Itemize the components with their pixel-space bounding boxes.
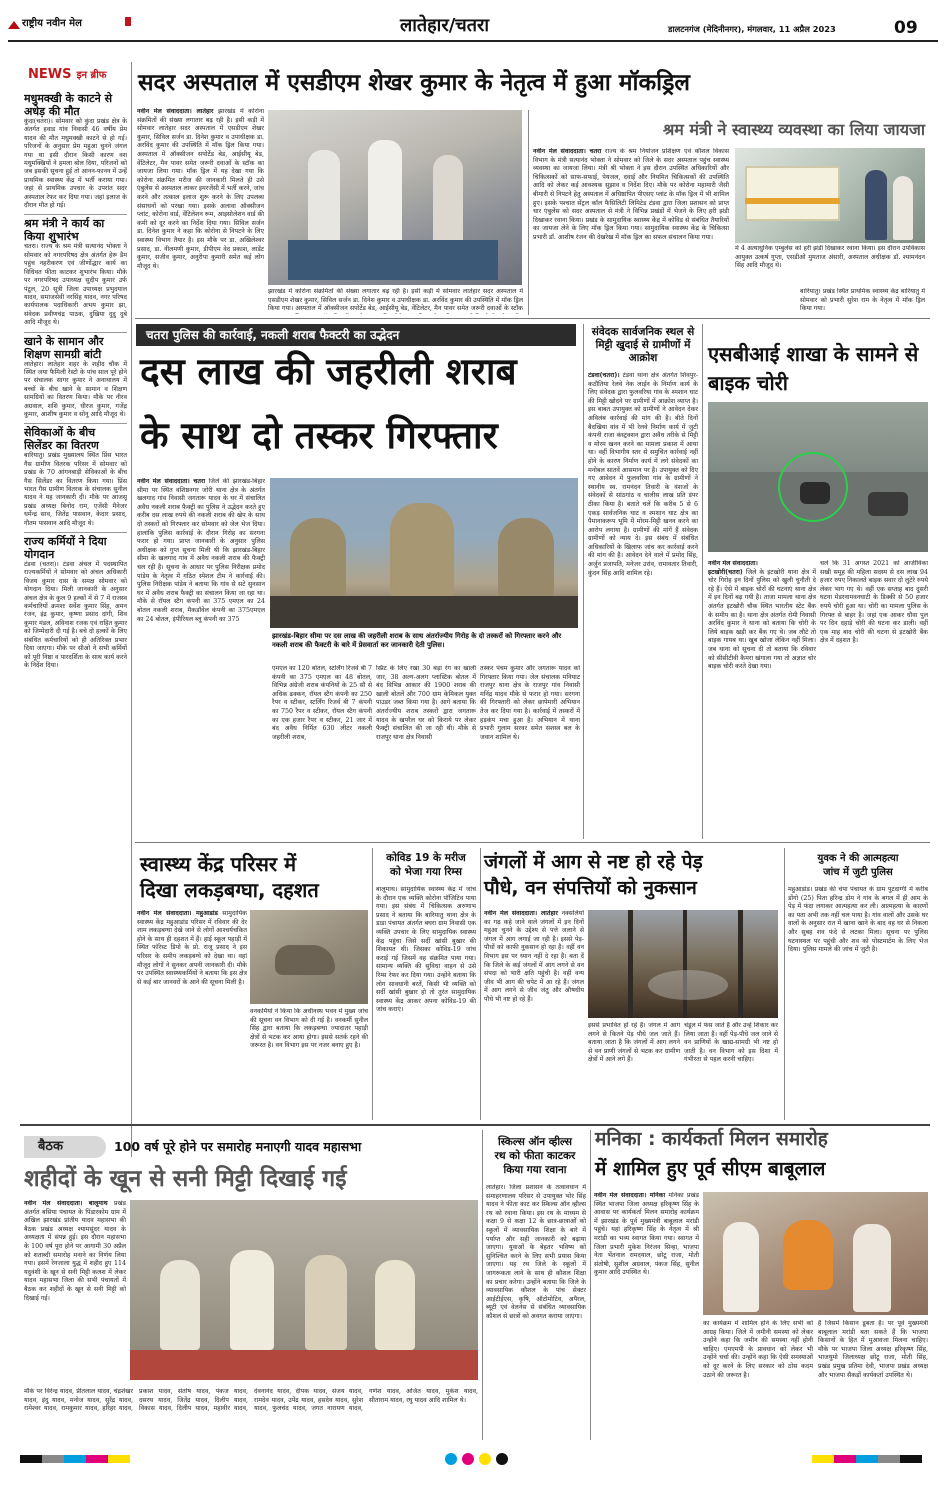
sbi-headline: एसबीआई शाखा के सामने से बाइक चोरी (708, 342, 919, 395)
divider (784, 848, 785, 1120)
covid-body (376, 886, 476, 1118)
top-story-divider (528, 110, 529, 315)
sidebar-column (24, 90, 127, 1155)
photo-figure (308, 150, 340, 250)
manika-body-2 (703, 1320, 813, 1436)
liquor-text-left: जिले की झारखंड-बिहार सीमा पर स्थित वशिष्ठनगर जोरी थाना क्षेत्र के अंतर्गत खलगाद गांव निवासी जगतारू यादव के घर में संचालित अवैध नकली शराब फैक्ट्री का पुलिस ने उद्भेदन करते हुए करीब दस लाख रुपये की नकली शराब की खेप के साथ दो तस्करों को गिरफ्तार कर सोमवार को जेल भेज दिया। हालांकि पुलिस कार्रवाई के दौरान गिरोह का सरगना फरार हो गया। प्राप्त जानकारी के अनुसार पुलिस अधीक्षक को गुप्त सूचना मिली थी कि झारखंड-बिहार सीमा के खलगाद गांव में अवैध नकली शराब की फैक्ट्री चल रही है। सूचना के आधार पर पुलिस निरीक्षक प्रमोद पांडेय के नेतृत्व में गठित स्पेशल टीम ने कार्रवाई की। पुलिस निरीक्षक पांडेय ने बताया कि गांव से सटे सुनसान घर में अवैध शराब फैक्ट्री का संचालन किया जा रहा था। मौके से रॉयल स्टैग कंपनी का 375 एमएल का 24 बोतल नकली शराब, मैकडॉवेल कंपनी का 375एमएल का 24 बोतल, इंपीरियल ब्लू कंपनी का 375 (137, 478, 265, 623)
manika-text: मनिका प्रखंड स्थित भाजपा जिला अध्यक्ष हरिकृष्ण सिंह के आवास पर कार्यकर्ता मिलन समारोह कार्यक्रम में झारखंड के पूर्व मुख्यमंत्री बाबूलाल मरांडी पहुंचे। यहां हरिकृष्ण सिंह के नेतृत्व में श्री मरांडी का भव्य स्वागत किया गया। स्वागत में जिला प्रभारी मुकेश निरंजन सिन्हा, भाजपा नेता भेंतनाल रामदयाल, छोटू राजा, मोती संतोषी, सुशील अग्रवाल, पंकज सिंह, सुनील कुमार आदि उपस्थित थे। (594, 1192, 699, 1277)
liquor-text-col-3: तस्कर पंचम कुमार और जगतारू यादव को गिरफ्तार किया गया। जेल संचालक मनियाट राजपुर थाना क्षेत्र के राजपुर गांव निवासी मनिंद्र यादव मौके से फरार हो गया। सरगना की गिरफ्तारी को लेकर छापेमारी अभियान तेज कर दिया गया है। कार्रवाई में तस्करों में हड़कंप मचा हुआ है। अभियान में थाना प्रभारी गुलाम सरवर समेत सशस्त्र बल के जवान शामिल थे। (480, 665, 580, 741)
photo-figure (305, 1255, 347, 1350)
top-story-body (137, 108, 264, 313)
brief-item (24, 332, 127, 420)
photo-figure (290, 518, 346, 598)
hyena-shape (275, 945, 335, 975)
liquor-kicker-bar (136, 324, 576, 346)
labour-minister-body (533, 148, 729, 266)
photo-garland (783, 1220, 833, 1290)
brief-body: कुंदा(चतरा)। सोमवार को कुंदा प्रखंड क्षेत्र के अंतर्गत हवाड गांव निवासी 46 वर्षीय प्रेम यादव की मौत मधुमक्खी काटने से हो गई। परिजनों के अनुसार प्रेम महुआ चुनने जंगल गया था इसी दौरान किसी कारण वश मधुमक्खियों ने हमला बोल दिया, परिजनों को जब इसकी सूचना हुई तो आनन-फानन में उन्हें प्राथमिक स्वास्थ्य केंद्र में भर्ती कराया गया। जहां से प्राथमिक उपचार के उपरांत सदर अस्पताल रेफर कर दिया गया। जहां इलाज के दौरान मौत हो गई। (24, 118, 127, 210)
manika-headline-2: में शामिल हुए पूर्व सीएम बाबूलाल (595, 1158, 826, 1180)
skills-body-1 (486, 1184, 586, 1434)
liquor-headline-1: दस लाख की जहरीली शराब (140, 350, 517, 393)
forest-body (484, 910, 584, 1118)
liquor-headline-2: के साथ दो तस्कर गिरफ्तार (140, 414, 498, 457)
brief-headline: राज्य कर्मियों ने दिया योगदान (24, 532, 127, 561)
photo-figure (390, 503, 454, 598)
liquor-body-col-3 (480, 665, 580, 835)
photo-figure (498, 518, 554, 598)
divider (590, 1130, 591, 1440)
forest-byline: नवीन मेल संवाददाता। लातेहार (484, 910, 558, 917)
skills-headline-2: रथ को फीता काटकर (494, 1150, 576, 1162)
photo-figure (853, 1224, 891, 1312)
suicide-text: महुआडांड। प्रखंड की चंपा पंचायत के ग्राम पुटदाग्गी में करीब डोंगो (25) पिता हरिन्द्र डोम ने गांव के बगल में ही आम के पेड़ में फंदा लगाकर आत्महत्या कर ली। आत्महत्या के कारणों का पता अभी तक नहीं चल पाया है। गांव वालों और उसके घर वालों के अनुसार रात में खाना खाने के बाद वह घर से निकला और सुबह शव फंदे से लटका मिला। सूचना पर पुलिस घटनास्थल पर पहुंची और शव को पोस्टमार्टम के लिए भेज दिया। पुलिस मामले की जांच में जुटी है। (788, 886, 928, 954)
bariatu-mockdrill-text: बारियातु। प्रखंड स्थित प्राथमिक स्वास्थ्य केंद्र बारियातु में सोमवार को प्रभारी सुरेश राम के नेतृत्व में मॉक ड्रिल किया गया। (800, 288, 925, 313)
forest-fire-photo (588, 910, 778, 1018)
forest-body-3 (684, 1022, 778, 1118)
liquor-body-left (137, 478, 265, 836)
liquor-body-col-1 (272, 665, 372, 835)
manika-rally-photo (703, 1192, 928, 1315)
registration-dot (462, 1453, 474, 1465)
sbi-place: इटखोरी(चतरा) (708, 568, 743, 576)
tandwa-text: टंडवा थाना क्षेत्र अंतर्गत शिवपुर-कठौतिया रेलवे नेक लाईन के निर्माण कार्य के लिए संवेदक द्वारा फुलवरिया गांव के श्मशान घाट की मिट्टी खोदने पर ग्रामीणों में आक्रोश व्याप्त है। इस बाबत उपायुक्त को ग्रामीणों ने आवेदन देकर अविलंब कार्रवाई की मांग की है। बीते दिनों बैदखिया वांव में भी रेलवे निर्माण कार्य में जुटी कंपनी राजा कंस्ट्रक्शन द्वारा अवैध तरीके से मिट्टी व मोरम खनन करने का मामला प्रकाश में आया था। वहीं विभागीय स्तर से समुचित कार्रवाई नहीं होने के कारण निर्माण कार्य में लगे संवेदकों का मनोबल सातवें आसमान पर है। उपायुक्त को दिए गए आवेदन में फुलवरिया गांव के ग्रामीणों ने स्थानीय स्व. रामनंदन तिवारी के वंशजों के संवेदकों से सांठगांठ व चालीस लाख प्रति डंपर ठीका किया है। बताते चलें कि करीब 5 से 6 एकड़ सार्वजनिक घाट व श्मशान घाट क्षेत्र का पैमानाकरूप भूमि में मोरम-मिट्टी खनन करने का आरोप लगाया है। ग्रामीणों की मांगें हैं संवेदक ग्रामीणों को न्याय दे। इस संबंध में संबंधित अधिकारियों के खिलाफ जांच कर कार्रवाई करने की मांग की है। आवेदन देने वाले में प्रमोद सिंह, अर्जुन प्रजापति, मनेजर उरांव, रामावतार तिवारी, कुंदन सिंह आदि शामिल रहे। (588, 372, 698, 577)
photo-figure (893, 176, 913, 240)
mahasabha-body (24, 1200, 126, 1385)
skills-headline-1: स्किल्स ऑन व्हील्स (498, 1136, 572, 1148)
photo-chairs (130, 1350, 478, 1380)
manika-text-2: का कार्यक्रम में शामिल होने के लिए सभी को आग्रह किया। जिले में जमीनी समस्या को लेकर उन्होंने कहा कि जमीन की समस्या नहीं होनी चाहिए। एमएमपी के प्रावधान को लेकर भी उन्होंने चर्चा की। उन्होंने कहा कि ऐसी समस्याओं को दूर करने के लिए सरकार को ठोस कदम उठाने की जरूरत है। (703, 1320, 813, 1379)
brief-body: चतरा। राज्य के श्रम मंत्री सत्यानंद भोक्ता ने सोमवार को नगरपरिषद क्षेत्र अंतर्गत हेरू डैम पहुंच नहरीकरण एवं जीर्णोद्धार कार्य का विधिवत फीता काटकर शुभारंभ किया। मौके पर नगरपरिषद उपाध्यक्ष सुदीप कुमार उर्फ पंटूल, 20 सूत्री जिला उपाध्यक्ष प्रभुदयाल यादव, समाजसेवी नरसिंह यादव, नगर परिषद कार्यपालक पदाधिकारी अभय कुमार झा, संवेदक प्रवीणचंद्र पाठक, दुखिया दुदु दुबे आदि मौजूद थे। (24, 243, 127, 327)
mahasabha-names (24, 1388, 478, 1436)
top-story-byline: नवीन मेल संवाददाता। लातेहार (137, 108, 214, 115)
top-story-text-cont: झारखंड में कोरोना संक्रमितों की संख्या लगातार बढ़ रही है। इसी कड़ी में सोमवार लातेहार सदर अस्पताल में एसडीएम शेखर कुमार, सिविल सर्जन डा. दिनेश कुमार व उपाधीक्षक डा. अरविंद कुमार की उपस्थिति में मॉक ड्रिल किया गया। अस्पताल में ऑक्सीजन सपोर्टेड बेड, आईसीयू बेड, वेंटिलेटर, मैन पावर समेत जरूरी दवाओं के स्टॉक (268, 288, 523, 313)
masthead-rule (8, 40, 938, 42)
divider (135, 318, 930, 319)
dateline: डालटनगंज (मेदिनीनगर), मंगलवार, 11 अप्रैल 2023 (668, 24, 836, 34)
photo-figure (375, 1260, 415, 1350)
liquor-text-col-2: स्प्रिट के लिए रखा 30 बड़ा रंग का खाली जार, 38 अल्ग-अलग प्लास्टिक बोतल में बंद विभिन्न आकार की 1900 शराब की खाली बोतलें और 700 ग्राम केमिकल युक्त पाउडर जब्त किया गया है। आगे बताया कि अंतर्राज्यीय शराब तस्करों द्वारा जगतारू यादव के खपरैल घर को किराये पर लेकर फैक्ट्री संचालित की जा रही थी। मौके से राजपुर थाना क्षेत्र निवासी (376, 665, 476, 741)
divider (480, 848, 481, 1120)
mahasabha-text: प्रखंड अंतर्गत बसिया पंचायत के पिंडारकोम ग्राम में अखिल झारखंड प्रांतीय यादव महासभा की बैठक प्रखंड अध्यक्ष श्यामसुंदर यादव के अध्यक्षता में संपन्न हुई। इस दौरान महासभा के 100 वर्ष पूरा होने पर आगामी 30 अप्रैल को शताब्दी समारोह मनाने का निर्णय लिया गया। इसमें रेनजाला युद्ध में शहीद हुए 114 यदुवंशी के खून से सनी मिट्टी कलश में लेकर यादव महासभा जिला की सभी पंचायतों में बैठक कर शहीदों के खून से सनी मिट्टी को दिखाई गई। (24, 1200, 126, 1302)
tree-trunk (738, 910, 743, 1018)
brief-label: इन ब्रीफ (76, 70, 107, 81)
divider (702, 324, 703, 839)
registration-dot (479, 1453, 491, 1465)
covid-text: बालूमाथ। सामुदायिक स्वास्थ्य केंद्र में जांच के दौरान एक व्यक्ति कोरोना पॉजिटिव पाया गया। इस संबंध में चिकित्सक अरुणाभ प्रसाद ने बताया कि बारियातु थाना क्षेत्र के डाडा पंचायत अंतर्गत बघरा ग्राम निवासी एक व्यक्ति उपचार के लिए सामुदायिक स्वास्थ्य केंद्र पहुंचा जिसे सर्दी खांसी बुखार की शिकायत थी। जिसका कोविड-19 जांच कराई गई जिसमें वह संक्रमित पाया गया। सामान्य व्यक्ति की सुविधा वाहन से उसे रिम्स रेफर कर दिया गया। उन्होंने बताया कि लोग सावधानी बरतें, किसी भी व्यक्ति को सर्दी खांसी बुखार हो तो तुरंत सामुदायिक स्वास्थ्य केंद्र आकर अपना कोविड-19 की जांच कराएं। (376, 886, 476, 1014)
registration-dot (445, 1453, 457, 1465)
brief-body: लातेहार। लातेहार शहर के शहीद चौक में स्थित जया फैमिली रेस्टो के पांच साल पूरे होने पर संचालक सागर कुमार ने अनाथालय में बच्चों के बीच खाने के सामान व शिक्षण सामग्रियों का वितरण किया। मौके पर नीरव अग्रवाल, शशि कुमार, धीरज कुमार, गजेंद्र कुमार, आशीष कुमार व सोनू आदि मौजूद थे। (24, 360, 127, 418)
hospital-mockdrill-photo (268, 110, 522, 285)
covid-headline-1: कोविड 19 के मरीज (386, 852, 466, 864)
hyena-text: सामुदायिक स्वास्थ्य केंद्र महुआडांड परिसर में रविवार की देर शाम लकड़बग्घा देखे जाने से लोगों आश्चर्यचकित होने के साथ ही दहशत में हैं। हाई स्कूल पहाड़ी में स्थित फॉरेस्ट डिपो के प्रो. राजू प्रसाद ने इस परिसर के समीप लकड़बग्घे को देखा था। वहां मौजूद लोगों ने सुनकर अपनी जानकारी दी। मौके पर उपस्थित स्वास्थ्यकर्मियों ने बताया कि इस क्षेत्र से कई बार जानवरों के आने की सूचना मिली है। (137, 910, 247, 986)
photo-bike (868, 492, 908, 516)
suicide-body (788, 886, 928, 1118)
top-story-body-cont (268, 288, 523, 314)
registration-marks (0, 1450, 945, 1470)
labour-minister-body-2 (735, 245, 925, 275)
suicide-headline-1: युवक ने की आत्महत्या (817, 853, 899, 864)
labour-minister-subhead: श्रम मंत्री ने स्वास्थ्य व्यवस्था का लिया जायजा (662, 120, 925, 139)
liquor-kicker: चतरा पुलिस की कार्रवाई, नकली शराब फैक्टरी का उद्भेदन (146, 328, 400, 342)
forest-headline-2: पौधे, वन संपत्तियों को नुकसान (484, 877, 697, 899)
news-brief-logo (28, 63, 107, 82)
photo-bike (800, 482, 830, 504)
page-number: 09 (894, 18, 918, 38)
mahasabha-meeting-photo (130, 1200, 478, 1380)
suicide-headline-2: जांच में जुटी पुलिस (823, 867, 893, 878)
divider (583, 324, 584, 839)
masthead-red-stripe (125, 17, 131, 26)
brief-headline: मधुमक्खी के काटने से अधेड़ की मौत (24, 92, 113, 118)
top-story-headline: सदर अस्पताल में एसडीएम शेखर कुमार के नेतृत्व में हुआ मॉकड्रिल (138, 70, 691, 96)
divider (372, 848, 373, 1120)
meeting-tag-label: बैठक (38, 1139, 63, 1154)
police-press-photo (270, 478, 578, 628)
skills-text: लातेहार। जिला प्रशासन के तत्वावधान में समाहरणालय परिसर से उपायुक्त भोर सिंह यादव ने फीता काट कर स्किल्स ऑन व्हील्स रथ को रवाना किया। इस रथ के माध्यम से कक्षा 9 से कक्षा 12 के छात्र-छात्राओं को स्कूलों में व्यावसायिक शिक्षा के बारे में पर्याप्त और सही जानकारी को बढ़ाया जाएगा। युवाओं के बेहतर भविष्य को सुनिश्चित करने के लिए सभी प्रयास किया जाएगा। यह रथ जिले के स्कूलों में जागरूकता लाने के साथ ही कौशल शिक्षा का प्रचार करेगा। उन्होंने बताया कि जिले के व्यावसायिक कौशल के पांच सेक्टर आईटीईएस, कृषि, ऑटोमोटिव, अपैरल, ब्यूटी एवं वेलनेस से संबंधित व्यावसायिक कौशल से छात्रों को अवगत कराया जाएगा। (486, 1184, 586, 1320)
tandwa-headline: संवेदक सार्वजनिक स्थल से मिट्टी खुदाई से ग्रामीणों में आक्रोश (591, 326, 695, 364)
mahasabha-kicker: 100 वर्ष पूरे होने पर समारोह मनाएगी यादव महासभा (114, 1139, 362, 1154)
brief-item (24, 90, 127, 210)
hyena-body-2 (250, 1008, 368, 1118)
manika-byline: नवीन मेल संवाददाता। मनिका (594, 1192, 666, 1199)
liquor-body-col-2 (376, 665, 476, 835)
bariatu-mockdrill-body (800, 288, 925, 314)
forest-headline-1: जंगलों में आग से नष्ट हो रहे पेड़ (484, 851, 703, 873)
color-bar (812, 1455, 922, 1463)
mahasabha-headline: शहीदों के खून से सनी मिट्टी दिखाई गई (24, 1166, 347, 1192)
labour-minister-text: राज्य के श्रम नियोजन प्रशिक्षण एवं कौशल विकास विभाग के मंत्री सत्यानंद भोक्ता ने सोमवार को जिले के सदर अस्पताल पहुंच स्वास्थ्य व्यवस्था का जायजा लिया। मंत्री श्री भोक्ता ने इस दौरान उपस्थित अधिकारियों और चिकित्सकों को साफ-सफाई, पेयजल, दवाई और नियमित चिकित्सकों की उपस्थिति आदि को लेकर कई आवश्यक सुझाव व निर्देश दिए। मौके पर कोरोना महामारी जैसी बीमारी से निपटने हेतु अस्पताल में अधिष्ठापित पीएसए प्लांट के मॉक ड्रिल में भी शामिल हुए। इसके पश्चात सेंट्रल कॉल फैसिलिटी लिमिटेड टंडवा द्वारा जिला प्रशासन को प्राप्त चार एंबुलेंस को सदर अस्पताल से मंत्री ने विभिन्न प्रखंडों में भेजने के लिए हरी झंडी दिखाकर रवाना किया। प्रखंड के सामुदायिक स्वास्थ्य केंद्र में कोविड से संबंधित तैयारियों का जायजा लेने के लिए मॉक ड्रिल किया गया। सामुदायिक स्वास्थ्य केंद्र के चिकित्सा प्रभारी डॉ. आशीष रंजन की देखरेख में मॉक ड्रिल का सफल संचालन किया गया। (533, 148, 729, 241)
ambulance-stripe (745, 198, 840, 204)
tree-trunk (628, 910, 633, 1018)
brief-headline: सेविकाओं के बीच सिलेंडर का वितरण (24, 423, 127, 452)
divider (482, 1130, 483, 1440)
liquor-text-col-1: एमएल का 120 बोतल, स्टर्लिंग रिजर्व बी 7 कंपनी का 375 एमएल का 48 बोतल, विभिन्न अंग्रेजी शराब कंपनियों के 25 सौ से अधिक ढक्कन, रॉयल स्टैग कंपनी का 250 रैपर व स्टीकर, स्टर्लिंग रिजर्व बी 7 कंपनी का 750 रैपर व स्टीकर, रॉयल स्टैग कंपनी का एक हजार रैपर व स्टीकर, 21 जार में बंद अवैध निर्मित 630 लीटर नकली जहरीली शराब, (272, 665, 372, 741)
manika-body (594, 1192, 699, 1436)
photo-figure (230, 1250, 274, 1350)
divider (135, 842, 930, 843)
brief-body: टंडवा (चतरा)। टंडवा अंचल में पदस्थापित राज्यकर्मियों ने सोमवार को अंचल अधिकारी विजय कुमार दास के समक्ष सोमवार को योगदान दिया। मिली जानकारी के अनुसार अंचल क्षेत्र के कुल 9 हल्कों में से 7 में राजस्व कर्मचारियों क्रमशः सर्वेश कुमार सिंह, अमन रंजन, इंद्र कुमार, कृष्णा प्रसाद दांगी, शिव कुमार मंडल, अविनाश रजक एवं राहित कुमार को जिम्मेदारी दी गई है। बचे दो हल्कों के लिए संबंधित कर्मचारियों को ही अतिरिक्त प्रभार दिया जाएगा। मौके पर सीओ ने सभी कर्मियों को पूरी निष्ठा व पारदर्शिता के साथ कार्य करने के निर्देश दिया। (24, 561, 127, 669)
sbi-body-left (708, 560, 816, 836)
labour-minister-byline: नवीन मेल संवाददाता। चतरा (533, 148, 602, 155)
labour-minister-text-2: में 4 अत्याधुनिक एम्बुलेंस को हरी झंडी दिखाकर रवाना किया। इस दौरान उपविकास आयुक्त उत्कर्ष गुप्ता, एसडीओ मुमताज अंसारी, अस्पताल अधीक्षक डॉ. श्यामनंदन सिंह आदि मौजूद थे। (735, 245, 925, 270)
tandwa-body (588, 372, 698, 836)
brief-headline: खाने के सामान और शिक्षण सामग्री बांटी (24, 332, 127, 361)
photo-figure (433, 155, 463, 250)
tree-trunk (683, 910, 687, 1018)
hyena-headline-2: दिखा लकड़बग्घा, दहशत (140, 878, 319, 902)
forest-text: नक्सलियों का गढ़ कहे जाने वाले जंगलों में इन दिनों महुआ चुनने के उद्देश्य से पत्ते जलाने से जंगल में आग लगाई जा रही है। इससे पेड़-पौधों को काफी नुकसान हो रहा है। वहीं वन विभाग इस पर ध्यान नहीं दे रहा है। बता दें कि जिले के कई जंगलों में आग लगने से वन संपदा को भारी क्षति पहुंची है। वहीं वन्य जीव भी आग की चपेट में आ रहे हैं। जंगल में आग लगने से जीव जंतु और औषधीय पौधे भी नष्ट हो रहे हैं। (484, 910, 584, 1003)
sbi-body-right (820, 560, 928, 836)
cctv-bike-photo (708, 402, 928, 552)
ambulance-shape (745, 166, 840, 221)
manika-body-3 (818, 1320, 928, 1436)
section-title: लातेहार/चतरा (400, 15, 489, 36)
top-story-text: झारखंड में कोरोना संक्रमितों की संख्या लगातार बढ़ रही है। इसी कड़ी में सोमवार लातेहार सदर अस्पताल में एसडीएम शेखर कुमार, सिविल सर्जन डा. दिनेश कुमार व उपाधीक्षक डा. अरविंद कुमार की उपस्थिति में मॉक ड्रिल किया गया। अस्पताल में ऑक्सीजन सपोर्टेड बेड, आईसीयू बेड, वेंटिलेटर, मैन पावर समेत जरूरी दवाओं के स्टॉक का जायजा लिया गया। मॉक ड्रिल में यह देखा गया कि कोरोना संक्रमित मरीज की जानकारी मिलते ही उसे एंबुलेंस से अस्पताल लाकर इमरजेंसी में भर्ती करने, जांच करने और तत्काल इलाज शुरू करने के लिए उपलब्ध संसाधनों को परखा गया। इसके अलावा ऑक्सीजन प्लांट, कोरोना वार्ड, वेंटिलेशन रूम, आइसोलेशन वार्ड की कमी को दूर करने का निर्देश दिया गया। सिविल सर्जन डा. दिनेश कुमार ने कहा कि कोरोना से निपटने के लिए स्वास्थ्य विभाग तैयार है। इस मौके पर डा. अखिलेश्वर प्रसाद, डा. नीलमणी कुमार, डीपीएम वेद प्रकाश, लाडेंट कुमार, सजीव कुमार, अनुरीपा कुमारी समेत कई लोग मौजूद थे। (137, 108, 264, 270)
photo-table (270, 596, 578, 628)
police-photo-caption: झारखंड-बिहार सीमा पर दस लाख की जहरीली शराब के साथ अंतर्राज्यीय गिरोह के दो तस्करों को गिरफ्तार करने और नकली शराब की फैक्टरी के बारे में प्रेसवार्ता कर जानकारी देती पुलिस। (272, 632, 562, 649)
brief-body: बारियातु। प्रखंड मुख्यालय स्थित प्रिंस भारत गैस ग्रामीण वितरक परिसर में सोमवार को प्रखंड के 70 आंगनबाड़ी सेविकाओं के बीच गैस सिलेंडर का वितरण किया गया। प्रिंस भारत गैस ग्रामीण वितरक के संचालक सुनील यादव ने यह जानकारी दी। मौके पर आजसू प्रखंड अध्यक्ष बिनोद राम, एजेंसी मैनेजर धर्मेन्द्र साव, जितेंद्र पासवान, केदार प्रसाद, गौतम पासवान आदि मौजूद थे। (24, 452, 127, 527)
tandwa-byline: टंडवा(चतरा)। (588, 372, 620, 379)
hyena-photo (250, 910, 368, 1004)
brief-item (24, 423, 127, 528)
manika-headline-1: मनिका : कार्यकर्ता मिलन समारोह (595, 1128, 828, 1150)
photo-figure (865, 170, 887, 240)
masthead (0, 0, 945, 44)
hyena-body (137, 910, 247, 1118)
forest-body-2 (588, 1022, 680, 1118)
brief-item (24, 214, 127, 327)
mahasabha-names-text: मौके पर विरेन्द्र यादव, प्रीतलाल यादव, चंद्रशेखर यादव, इंदु यादव, मनोज यादव, सुरेंद्र यादव, रामेश्वर यादव, रामकुमार यादव, हरिहर यादव, प्रकाश यादव, संतोष यादव, पंकज यादव, दसरथ यादव, जितेंद्र यादव, दिलीप यादव, विकास यादव, दिलीप यादव, महावीर यादव, देवनानंद यादव, दीपक यादव, संजय यादव, रामदेव यादव, उपेंद्र यादव, हसदेव यादव, सुरेश यादव, फुलचंद यादव, जगत नारायण यादव, गणेश यादव, अजित यादव, मुकेश यादव, सीताराम यादव, रघु यादव आदि शामिल थे। (24, 1388, 478, 1413)
mahasabha-byline: नवीन मेल संवाददाता। बालूमाथ (24, 1200, 108, 1207)
photo-figure (723, 1222, 759, 1312)
sbi-byline: नवीन मेल संवाददाता। (708, 560, 758, 567)
photo-figure (368, 140, 402, 250)
hyena-byline: नवीन मेल संवाददाता। महुआडांड (137, 910, 218, 917)
news-label: NEWS (28, 67, 72, 82)
liquor-byline: नवीन मेल संवाददाता। चतरा (137, 478, 206, 485)
brief-headline: श्रम मंत्री ने कार्य का किया शुभारंभ (24, 214, 127, 243)
forest-text-2: इससे प्रभावित हो रहे हैं। जंगल में आग लगने से कितने पेड़ पौधे जल जाते हैं। बताया जाता है कि जंगलों में आग लगने से वन प्राणी जंगलों से भटक कर ग्रामीण क्षेत्रों में आने लगे हैं। (588, 1022, 680, 1064)
sbi-text-right: चलें कि 31 अगस्त 2021 को आजीविका सखी समूह की महिला सदस्य से दस लाख 94 हजार रुपए निकालते बाइक सवार दो लुटेरे रुपये लेकर भाग गए थे। वहीं एक सप्ताह बाद दुसरी घटना मेडरनामवनघाटी के डिक्की से 50 हजार रुपये चोरी हुआ था। चोरी का मामला पुलिस के गिरफ्त से बाहर है। जहां एक आकर धौवा पुल पर दिन दहाड़े चोरी की घटना कर डाली। वहीं एक माह बाद चोरी की घटना से इटखोरी बैंक क्षेत्र में दहशत है। (820, 560, 928, 645)
sbi-text-left: जिले के इटखोरी थाना क्षेत्र में चोर गिरोह इन दिनों पुलिस को खुली चुनौती दे रहे हैं। ऐसे में बाइक चोरों की घटनाएं थाना क्षेत्र में इन दिनों बढ़ गयी है। ताजा मामला थाना क्षेत्र अंतर्गत इटखोरी चौक स्थित भारतीय स्टेट बैंक के समीप का है। थाना क्षेत्र अंतर्गत रोमी निवासी अरविंद कुमार ने थाना को बताया कि चोरी के लिये बाइक खड़ी कर बैंक गए थे। जब लौटे तो बाइक गायब था। खुब खोजा लेकिन नहीं मिला। जब थाना को सूचना दी तो बताया कि रविवार को सीसीटीवी कैमरा खंगाला गया तो अज्ञात चोर बाइक चोरी करते देखा गया। (708, 568, 816, 671)
color-bar (20, 1455, 130, 1463)
registration-dot (496, 1453, 508, 1465)
hyena-headline-1: स्वास्थ्य केंद्र परिसर में (140, 852, 297, 876)
brief-item (24, 532, 127, 670)
paper-logo-icon (8, 16, 20, 26)
meeting-tag (24, 1136, 106, 1158)
ambulance-flagoff-photo (735, 148, 925, 243)
photo-figure (160, 1260, 200, 1350)
manika-text-3: है जिसमें किसान डूबता है। पर पूर्व मुख्यमंत्री बाबूलाल मरांडी बता सकते हैं कि भाजपा किसानों के हित में मुआवजा मिलना चाहिए। मौके पर भाजपा जिला अध्यक्ष हरिकृष्ण सिंह, भाजयुमो जिलाध्यक्ष छोटू राजा, मोती सिंह, प्रखंड प्रमुख प्रतिमा देवी, भाजपा प्रखंड अध्यक्ष और भाजपा सैकड़ों कार्यकर्ता उपस्थित थे। (818, 1320, 928, 1379)
smoke-patch (648, 970, 728, 1000)
skills-headline-3: किया गया रवाना (503, 1164, 567, 1176)
covid-headline-2: को भेजा गया रिम्स (390, 866, 462, 878)
photo-bed (288, 240, 498, 280)
forest-text-3: चंडूल में फंस जाते हैं और उन्हें शिकार कर लिया जाता है। वहीं पेड़-पौधे जल जाने से वन प्राणियों के खाद्य-सामग्री भी नष्ट हो जाती है। वन विभाग को इस दिशा में गंभीरता से पहल करनी चाहिए। (684, 1022, 778, 1064)
hyena-text-2: वनकर्मियों ने किया कि अधीनस्थ भवन में मुख्य जांच की सूचना वन विभाग को दी गई है। वनकर्मी सुनील सिंह द्वारा बताया कि लकड़बग्घा ज्यादातर पहाड़ी क्षेत्रों से भटक कर आया होगा। इससे सतर्क रहने की जरूरत है। वन विभाग इस पर नजर बनाए हुए है। (250, 1008, 368, 1050)
sidebar-divider (131, 62, 132, 1157)
paper-name: राष्ट्रीय नवीन मेल (22, 18, 82, 29)
